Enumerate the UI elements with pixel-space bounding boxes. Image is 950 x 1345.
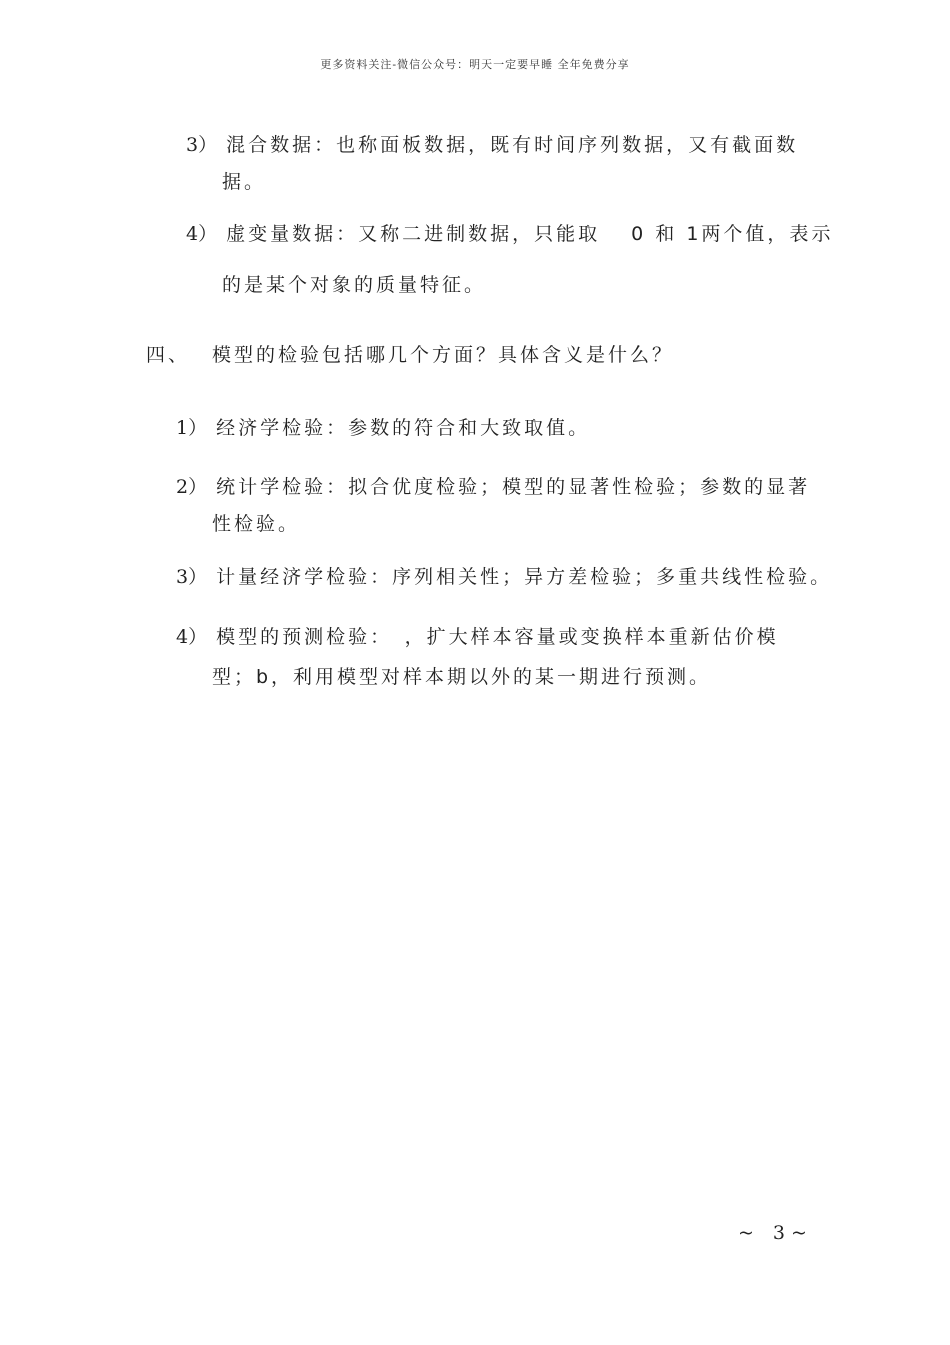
item-4-line-1 — [186, 225, 833, 244]
answer-4-line-1 — [176, 628, 779, 647]
item-4-text: 虚变量数据：又称二进制数据，只能取 0 和 1两个值，表示 — [226, 223, 834, 245]
answer-2-line-2: 性检验。 — [212, 513, 301, 535]
page-number: ~ 3 ~ — [738, 1222, 807, 1244]
item-4-number: 4） — [186, 223, 218, 245]
page-header: 更多资料关注-微信公众号：明天一定要早睡 全年免费分享 — [320, 58, 630, 71]
item-3-number: 3） — [186, 134, 218, 156]
answer-3-number: 3） — [176, 566, 208, 588]
answer-3 — [176, 568, 832, 587]
section-4-heading — [146, 346, 190, 365]
answer-2-number: 2） — [176, 476, 208, 498]
section-4-question: 模型的检验包括哪几个方面？具体含义是什么？ — [212, 344, 675, 366]
answer-1-number: 1） — [176, 417, 208, 439]
item-4-line-2: 的是某个对象的质量特征。 — [222, 274, 487, 296]
answer-4-line-2: 型；b，利用模型对样本期以外的某一期进行预测。 — [212, 666, 712, 688]
item-3-line-1 — [186, 136, 798, 155]
answer-1-text: 经济学检验：参数的符合和大致取值。 — [216, 417, 591, 439]
item-3-text: 混合数据：也称面板数据，既有时间序列数据，又有截面数 — [226, 134, 799, 156]
answer-1 — [176, 419, 590, 438]
item-3-line-2: 据。 — [222, 171, 267, 193]
section-4-marker: 四、 — [146, 344, 191, 366]
answer-4-text: 模型的预测检验： ，扩大样本容量或变换样本重新估价模 — [216, 626, 779, 648]
answer-2-line-1 — [176, 478, 810, 497]
answer-2-text: 统计学检验：拟合优度检验；模型的显著性检验；参数的显著 — [216, 476, 811, 498]
answer-3-text: 计量经济学检验：序列相关性；异方差检验；多重共线性检验。 — [216, 566, 833, 588]
answer-4-number: 4） — [176, 626, 208, 648]
